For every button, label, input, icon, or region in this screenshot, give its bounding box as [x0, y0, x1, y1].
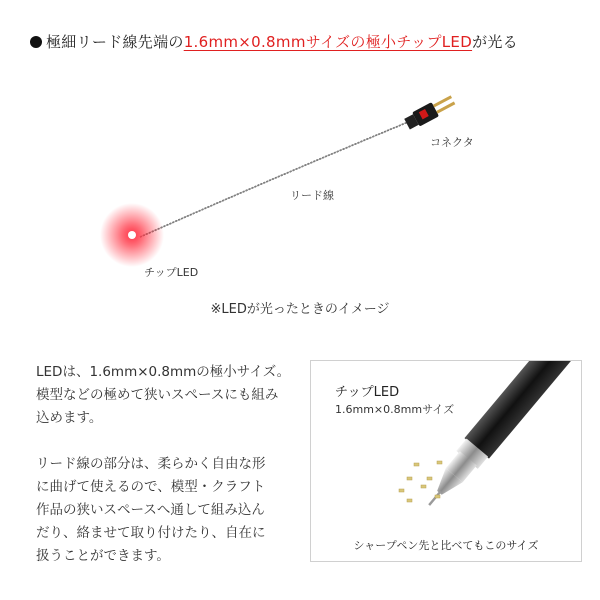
headline-suffix: が光る	[472, 33, 518, 51]
size-comparison-photo	[310, 360, 582, 562]
description-paragraph-2: リード線の部分は、柔らかく自由な形 に曲げて使えるので、模型・クラフト 作品の狭いスペースへ通して組み込ん だり、絡ませて取り付けたり、自在に 扱うことができます。	[36, 456, 266, 564]
headline	[30, 31, 590, 52]
description	[36, 361, 306, 568]
lead-wire	[140, 120, 413, 237]
bullet-icon	[30, 36, 42, 48]
headline-highlight: 1.6mm×0.8mmサイズの極小チップLED	[183, 33, 473, 51]
image-caption: ※LEDが光ったときのイメージ	[210, 302, 390, 317]
description-paragraph-1: LEDは、1.6mm×0.8mmの極小サイズ。 模型などの極めて狭いスペースにも組み 込めます。	[36, 364, 291, 426]
chip-led-size: 1.6mm×0.8mmサイズ	[335, 403, 455, 416]
chip-led-title: チップLED	[335, 385, 400, 400]
led-chips	[399, 461, 442, 502]
mechanical-pencil-icon	[417, 361, 581, 515]
lead-wire-label: リード線	[290, 189, 334, 202]
connector-icon	[403, 93, 456, 132]
comparison-caption: シャープペン先と比べてもこのサイズ	[353, 539, 539, 552]
chip-led-label: チップLED	[144, 266, 199, 279]
connector-label: コネクタ	[430, 136, 474, 149]
chip-led-icon	[128, 231, 136, 239]
headline-prefix: 極細リード線先端の	[46, 33, 184, 51]
